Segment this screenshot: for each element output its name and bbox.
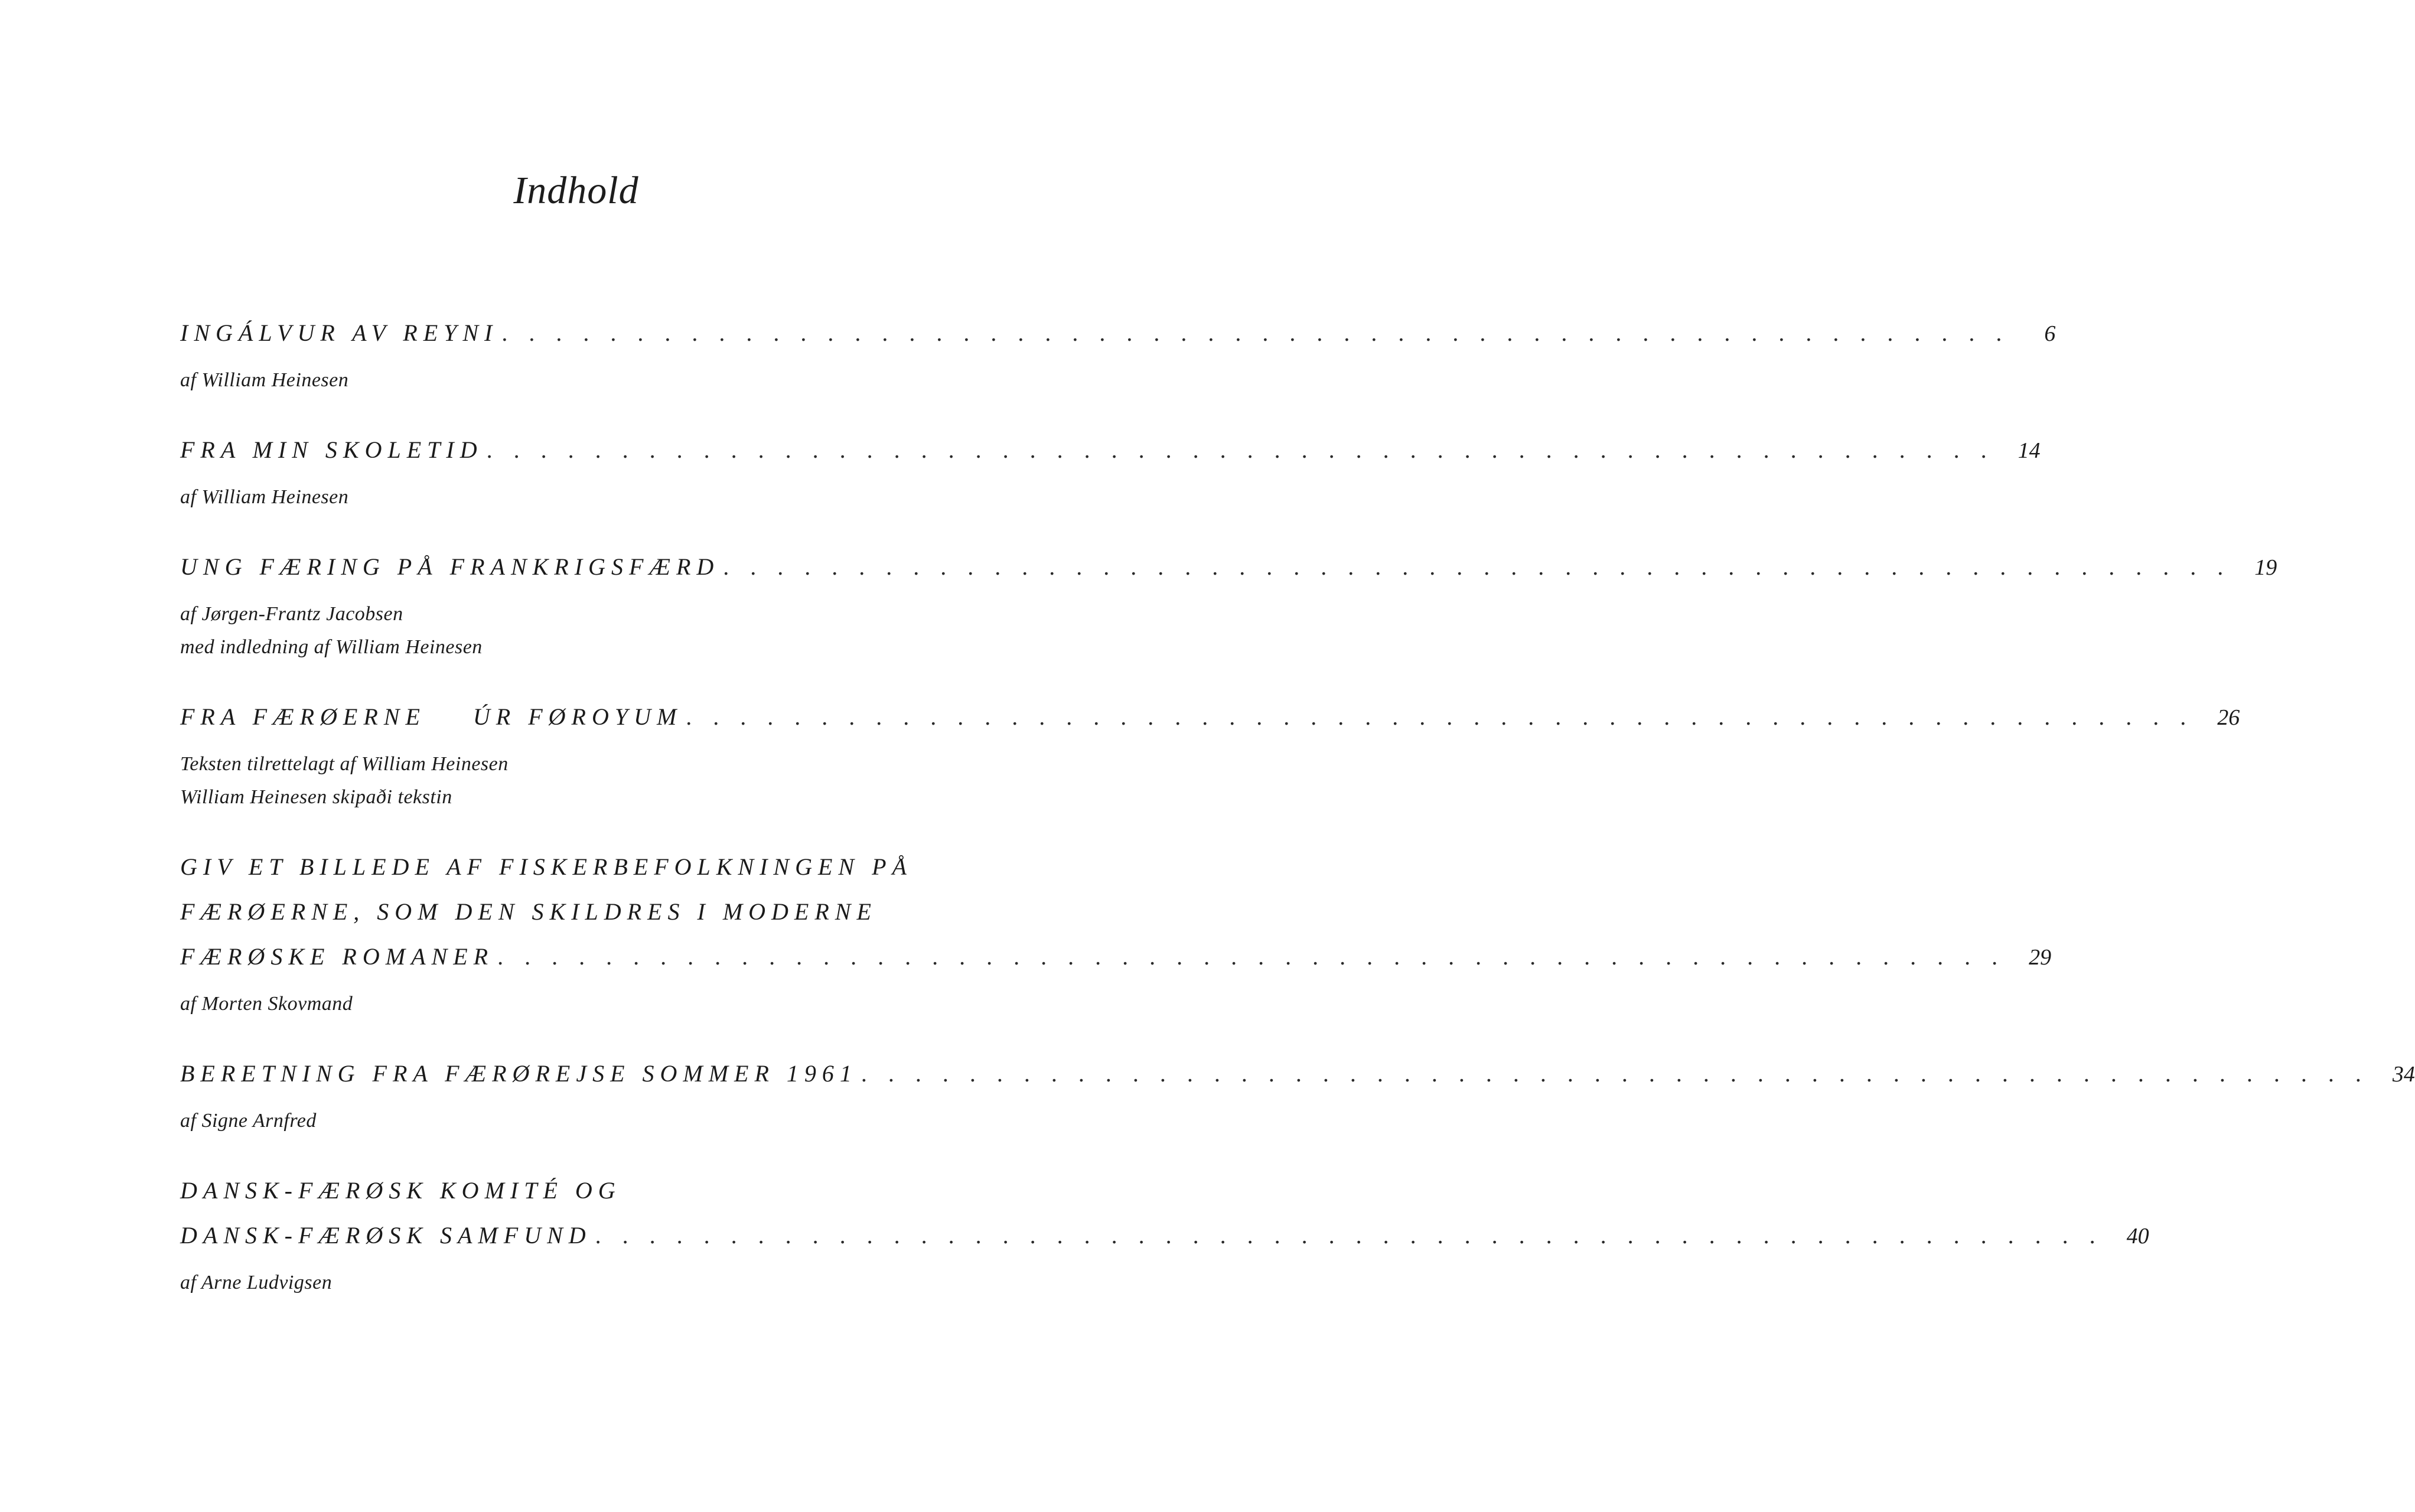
toc-page-number: 29 [2029, 945, 2052, 970]
toc-page-number: 6 [2044, 321, 2056, 346]
toc-title-line [180, 319, 2056, 364]
toc-entry-author: af Jørgen-Frantz Jacobsen [180, 603, 403, 625]
toc-entry [180, 1177, 2149, 1299]
toc-entry-note: Teksten tilrettelagt af William Heinesen [180, 753, 509, 775]
dot-leader: . . . . . . . . . . . . . . . . . . . . . . . . . . . . . . . . . . . . . . . . . . . . . . . . . . . . . . . . [723, 553, 2231, 580]
dot-leader: . . . . . . . . . . . . . . . . . . . . . . . . . . . . . . . . . . . . . . . . . . . . . . . . . . . . . . . . [861, 1060, 2369, 1087]
toc-entry-title: GIV ET BILLEDE AF FISKERBEFOLKNINGEN PÅ [180, 853, 912, 880]
dot-leader: . . . . . . . . . . . . . . . . . . . . . . . . . . . . . . . . . . . . . . . . . . . . . . . . . . . . . . . . [486, 436, 1994, 463]
toc-title-line [180, 436, 2041, 481]
table-of-contents [180, 319, 2415, 1338]
toc-page-number: 34 [2392, 1062, 2415, 1087]
toc-title-line [180, 853, 995, 898]
toc-entry-title: BERETNING FRA FÆRØREJSE SOMMER 1961 [180, 1060, 858, 1087]
toc-title-line [180, 553, 2277, 598]
page-title: Indhold [513, 169, 639, 212]
toc-entry-author: af Signe Arnfred [180, 1110, 317, 1132]
toc-title-line [180, 898, 995, 943]
toc-title-line [180, 943, 2052, 988]
toc-entry-title: FRA MIN SKOLETID [180, 436, 483, 463]
toc-entry [180, 319, 2056, 397]
toc-entry-note: med indledning af William Heinesen [180, 636, 483, 658]
toc-title-line [180, 1221, 2149, 1266]
toc-entry-author: af William Heinesen [180, 486, 349, 508]
toc-entry-note: William Heinesen skipaði tekstin [180, 786, 452, 808]
toc-entry-author: af Morten Skovmand [180, 993, 353, 1015]
toc-entry [180, 436, 2041, 514]
toc-title-line [180, 1177, 995, 1221]
toc-page-number: 26 [2217, 705, 2240, 730]
toc-title-line [180, 1060, 2415, 1104]
toc-entry-title: INGÁLVUR AV REYNI [180, 320, 498, 346]
toc-entry [180, 703, 2240, 814]
toc-entry-title: DANSK-FÆRØSK SAMFUND [180, 1222, 592, 1249]
toc-entry [180, 553, 2277, 664]
toc-entry-title: DANSK-FÆRØSK KOMITÉ OG [180, 1177, 621, 1204]
toc-entry-title: FÆRØSKE ROMANER [180, 943, 494, 970]
toc-entry [180, 853, 2052, 1021]
toc-entry-title: FÆRØERNE, SOM DEN SKILDRES I MODERNE [180, 898, 877, 925]
toc-page-number: 19 [2254, 555, 2277, 580]
toc-title-line [180, 703, 2240, 748]
dot-leader: . . . . . . . . . . . . . . . . . . . . . . . . . . . . . . . . . . . . . . . . . . . . . . . . . . . . . . . . [497, 943, 2006, 970]
dot-leader: . . . . . . . . . . . . . . . . . . . . . . . . . . . . . . . . . . . . . . . . . . . . . . . . . . . . . . . . [686, 703, 2194, 730]
toc-entry-author: af Arne Ludvigsen [180, 1272, 333, 1293]
toc-entry-title: FRA FÆRØERNE ÚR FØROYUM [180, 703, 683, 730]
toc-page-number: 40 [2126, 1224, 2149, 1249]
toc-entry [180, 1060, 2415, 1138]
toc-page-number: 14 [2018, 438, 2041, 463]
toc-entry-author: af William Heinesen [180, 369, 349, 391]
toc-entry-title: UNG FÆRING PÅ FRANKRIGSFÆRD [180, 553, 720, 580]
dot-leader: . . . . . . . . . . . . . . . . . . . . . . . . . . . . . . . . . . . . . . . . . . . . . . . . . . . . . . . . [501, 320, 2010, 346]
dot-leader: . . . . . . . . . . . . . . . . . . . . . . . . . . . . . . . . . . . . . . . . . . . . . . . . . . . . . . . . [595, 1222, 2103, 1249]
